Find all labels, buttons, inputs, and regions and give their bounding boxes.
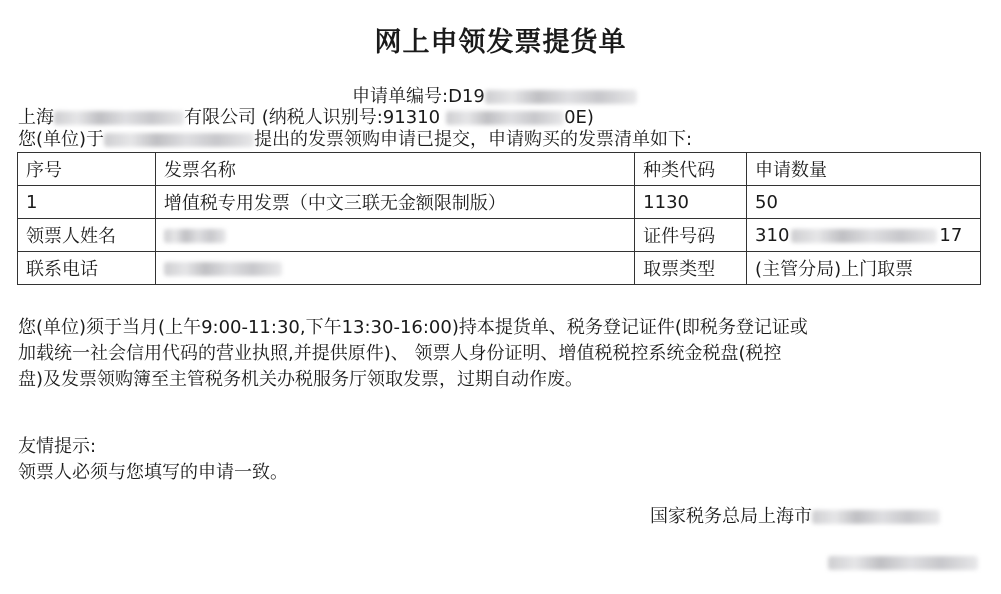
issuer-line xyxy=(650,506,940,528)
cell-phone-label: 联系电话 xyxy=(18,252,156,285)
invoice-table xyxy=(17,152,981,285)
header-quantity: 申请数量 xyxy=(747,153,981,186)
cell-recipient-name xyxy=(155,219,634,252)
table-header-row xyxy=(18,153,981,186)
cell-phone xyxy=(155,252,634,285)
notice-line: 盘)及发票领购簿至主管税务机关办税服务厅领取发票，过期自动作废。 xyxy=(18,369,584,390)
redacted-id-number xyxy=(791,229,937,243)
tips-section xyxy=(18,434,288,486)
redacted-application-number xyxy=(485,90,637,104)
id-number-prefix: 310 xyxy=(755,224,790,246)
header-invoice-name: 发票名称 xyxy=(155,153,634,186)
redacted-issuer-office xyxy=(812,510,940,524)
application-number-label: 申请单编号:D19 xyxy=(352,86,485,107)
notice-paragraph xyxy=(18,315,808,393)
intro-prefix: 您(单位)于 xyxy=(18,129,105,150)
table-row xyxy=(18,219,981,252)
redacted-company-name xyxy=(54,111,184,125)
intro-suffix: 提出的发票领购申请已提交，申请购买的发票清单如下: xyxy=(254,129,693,150)
company-suffix: 有限公司 (纳税人识别号:91310 xyxy=(184,107,441,128)
cell-pickup-type: (主管分局)上门取票 xyxy=(747,252,981,285)
redacted-phone xyxy=(164,262,282,276)
document-title: 网上申领发票提货单 xyxy=(374,27,627,58)
cell-type-code: 1130 xyxy=(635,186,747,219)
table-row xyxy=(18,186,981,219)
redacted-tax-id xyxy=(446,111,564,125)
cell-id-number-label: 证件号码 xyxy=(635,219,747,252)
cell-seq: 1 xyxy=(18,186,156,219)
cell-recipient-name-label: 领票人姓名 xyxy=(18,219,156,252)
issue-date-line xyxy=(828,552,978,574)
company-line xyxy=(18,107,594,129)
intro-line xyxy=(18,129,692,151)
tips-title: 友情提示: xyxy=(18,436,97,457)
notice-line: 加载统一社会信用代码的营业执照,并提供原件)、 领票人身份证明、增值税税控系统金税盘(税控 xyxy=(18,343,782,364)
redacted-issue-date xyxy=(828,556,978,570)
issuer-prefix: 国家税务总局上海市 xyxy=(650,506,812,527)
cell-invoice-name: 增值税专用发票（中文三联无金额限制版） xyxy=(155,186,634,219)
company-prefix: 上海 xyxy=(18,107,54,128)
redacted-date xyxy=(104,133,254,147)
table-row xyxy=(18,252,981,285)
notice-line: 您(单位)须于当月(上午9:00-11:30,下午13:30-16:00)持本提货单、税务登记证件(即税务登记证或 xyxy=(18,317,808,338)
tips-text: 领票人必须与您填写的申请一致。 xyxy=(18,462,288,483)
redacted-recipient-name xyxy=(164,229,226,243)
cell-quantity: 50 xyxy=(747,186,981,219)
cell-id-number xyxy=(747,219,981,252)
tax-id-suffix: 0E) xyxy=(564,107,594,128)
header-type-code: 种类代码 xyxy=(635,153,747,186)
header-seq: 序号 xyxy=(18,153,156,186)
cell-pickup-type-label: 取票类型 xyxy=(635,252,747,285)
application-number xyxy=(352,86,637,108)
id-number-suffix: 17 xyxy=(939,224,963,246)
